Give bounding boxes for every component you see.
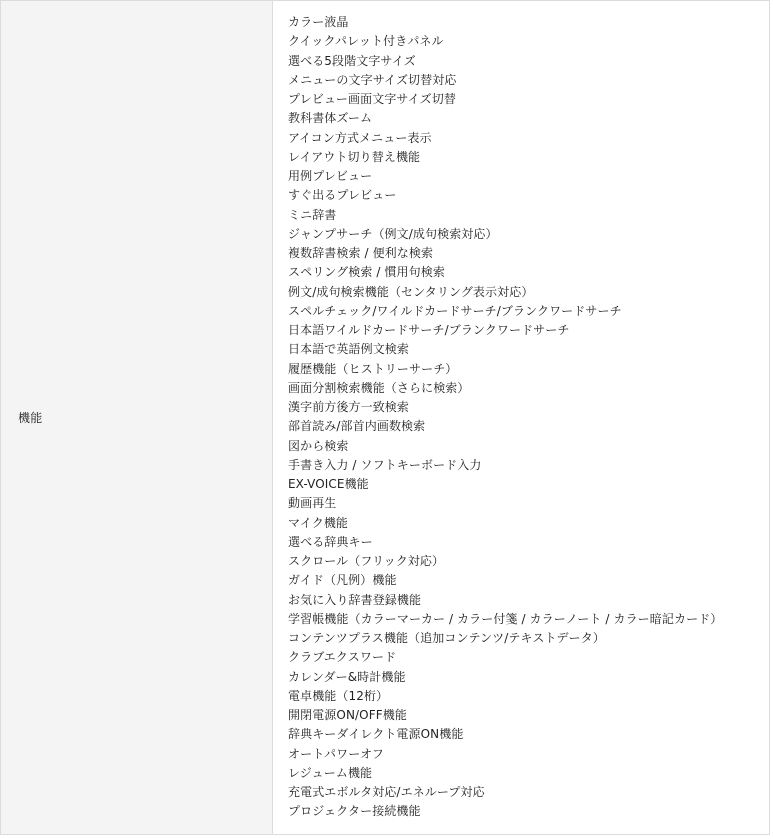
feature-item: プレビュー画面文字サイズ切替: [288, 92, 456, 106]
feature-item: 履歴機能（ヒストリーサーチ）: [288, 361, 458, 376]
feature-item: 日本語ワイルドカードサーチ/ブランクワードサーチ: [288, 323, 570, 337]
feature-item: 辞典キーダイレクト電源ON機能: [288, 727, 464, 742]
feature-item: 選べる5段階文字サイズ: [288, 53, 416, 68]
feature-item: クラブエクスワード: [288, 650, 397, 665]
feature-item: プロジェクター接続機能: [288, 804, 421, 819]
feature-item: 充電式エボルタ対応/エネループ対応: [288, 785, 485, 799]
feature-item: 漢字前方後方一致検索: [288, 400, 410, 414]
feature-item: 部首読み/部首内画数検索: [288, 419, 426, 434]
feature-item: ジャンプサーチ（例文/成句検索対応）: [288, 226, 498, 241]
feature-item: ミニ辞書: [288, 207, 337, 222]
feature-item: 複数辞書検索 / 便利な検索: [288, 246, 434, 260]
feature-item: 電卓機能（12桁）: [288, 688, 389, 703]
feature-item: メニューの文字サイズ切替対応: [288, 72, 457, 87]
feature-item: スクロール（フリック対応）: [288, 554, 445, 568]
feature-item: マイク機能: [288, 515, 349, 530]
feature-item: スペリング検索 / 慣用句検索: [288, 265, 445, 280]
feature-item: カラー液晶: [288, 15, 349, 29]
feature-item: 開閉電源ON/OFF機能: [288, 708, 407, 722]
feature-item: クイックパレット付きパネル: [288, 34, 444, 49]
feature-item: コンテンツプラス機能（追加コンテンツ/テキストデータ）: [288, 631, 605, 645]
feature-item: 手書き入力 / ソフトキーボード入力: [288, 457, 482, 472]
spec-label-cell: [1, 1, 273, 835]
feature-item: 図から検索: [288, 438, 349, 453]
feature-item: 日本語で英語例文検索: [288, 342, 410, 357]
feature-item: オートパワーオフ: [288, 746, 384, 761]
feature-item: EX-VOICE機能: [288, 477, 369, 491]
feature-item: 選べる辞典キー: [288, 534, 373, 549]
feature-item: レジューム機能: [288, 765, 373, 780]
feature-item: すぐ出るプレビュー: [288, 188, 397, 203]
feature-item: 例文/成句検索機能（センタリング表示対応）: [288, 284, 534, 299]
feature-item: アイコン方式メニュー表示: [288, 130, 432, 145]
feature-item: レイアウト切り替え機能: [288, 149, 421, 164]
feature-item: カレンダー&時計機能: [288, 669, 406, 684]
feature-item: 用例プレビュー: [288, 169, 373, 183]
feature-item: お気に入り辞書登録機能: [288, 592, 422, 607]
feature-item: 画面分割検索機能（さらに検索）: [288, 380, 470, 395]
feature-item: 動画再生: [288, 496, 337, 511]
spec-label: 機能: [18, 411, 43, 425]
feature-item: スペルチェック/ワイルドカードサーチ/ブランクワードサーチ: [288, 303, 622, 318]
feature-list: [273, 1, 769, 822]
feature-item: ガイド（凡例）機能: [288, 573, 397, 588]
spec-value-cell: [273, 1, 770, 835]
feature-item: 学習帳機能（カラーマーカー / カラー付箋 / カラーノート / カラー暗記カード）: [288, 611, 723, 626]
feature-item: 教科書体ズーム: [288, 111, 373, 126]
spec-row: [1, 1, 770, 835]
